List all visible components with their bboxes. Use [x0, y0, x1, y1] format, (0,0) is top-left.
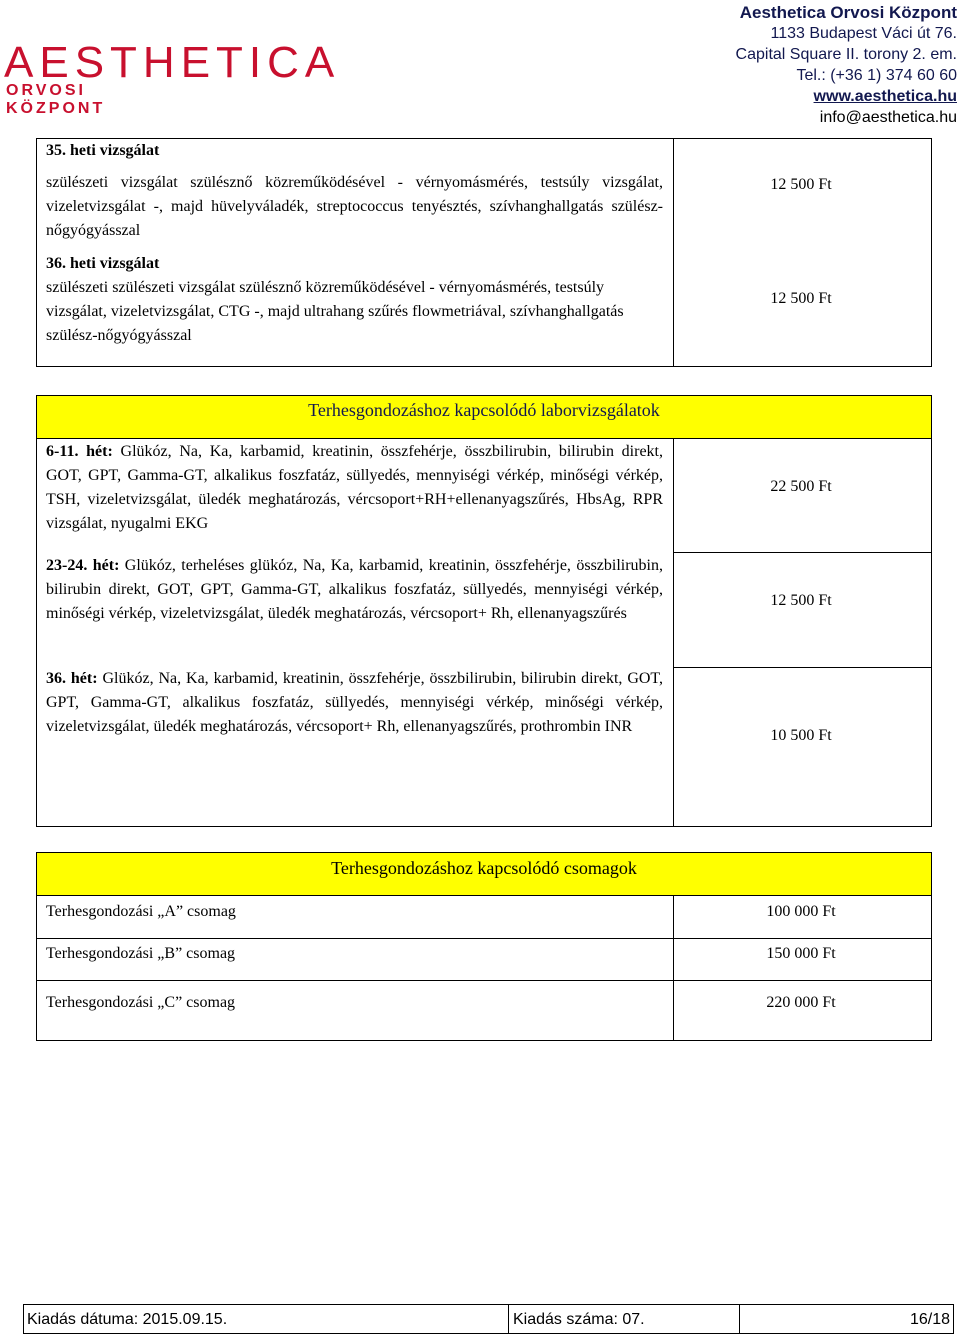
- package-price: 100 000 Ft: [766, 903, 836, 920]
- lab-price: 12 500 Ft: [770, 592, 832, 609]
- lab-price: 22 500 Ft: [770, 478, 832, 495]
- email: info@aesthetica.hu: [819, 109, 957, 126]
- exam-price: 12 500 Ft: [770, 290, 832, 307]
- page-number: 16/18: [909, 1311, 950, 1328]
- lab-price: 10 500 Ft: [770, 727, 832, 744]
- lab-heading: Terhesgondozáshoz kapcsolódó laborvizsgálatok: [36, 395, 932, 439]
- contact-block: [736, 2, 957, 128]
- package-name: Terhesgondozási „C” csomag: [46, 994, 236, 1011]
- aesthetica-logo: [4, 2, 341, 120]
- exam-row: [46, 139, 663, 163]
- exam-title: 36. heti vizsgálat: [46, 255, 160, 272]
- phone: Tel.: (+36 1) 374 60 60: [796, 67, 957, 84]
- lab-week: 6-11. hét:: [46, 443, 113, 460]
- exam-description: szülészeti vizsgálat szülésznő közreműködésével - vérnyomásmérés, testsúly vizsgálat, vizeletvizsgálat -, majd hüvelyváladék, streptococcus tenyésztés, szívhanghallgatás szülész-nőgyógyásszal: [46, 174, 663, 239]
- lab-row: [46, 440, 663, 536]
- website-link[interactable]: www.aesthetica.hu: [813, 88, 957, 105]
- logo-wordmark: AESTHETICA: [4, 38, 341, 87]
- lab-week: 23-24. hét:: [46, 557, 120, 574]
- exam-price: 12 500 Ft: [770, 176, 832, 193]
- lab-row: [46, 667, 663, 739]
- package-name: Terhesgondozási „B” csomag: [46, 945, 236, 962]
- lab-row: [46, 554, 663, 626]
- address-line-2: Capital Square II. torony 2. em.: [735, 46, 957, 63]
- exam-title: 35. heti vizsgálat: [46, 142, 160, 159]
- org-name: Aesthetica Orvosi Központ: [739, 3, 957, 22]
- issue-date: Kiadás dátuma: 2015.09.15.: [27, 1311, 228, 1328]
- logo-subtitle-2: KÖZPONT: [6, 100, 106, 117]
- lab-tests: Glükóz, Na, Ka, karbamid, kreatinin, összfehérje, összbilirubin, bilirubin direkt, GOT, GPT, Gamma-GT, alkalikus foszfatáz, süllyedés, mennyiségi vérkép, minőségi vérkép, TSH, vizeletvizsgálat, üledék meghatározás, vércsoport+RH+ellenanyagszűrés, HbsAg, RPR vizsgálat, nyugalmi EKG: [46, 443, 664, 532]
- logo-subtitle-1: ORVOSI: [6, 82, 86, 99]
- packages-heading: Terhesgondozáshoz kapcsolódó csomagok: [36, 852, 932, 896]
- lab-week: 36. hét:: [46, 670, 98, 687]
- lab-tests: Glükóz, terheléses glükóz, Na, Ka, karbamid, kreatinin, összfehérje, összbilirubin, bilirubin direkt, GOT, GPT, Gamma-GT, alkalikus foszfatáz, süllyedés, mennyiségi vérkép, minőségi vérkép, vizeletvizsgálat, üledék meghatározás, vércsoport+ Rh, ellenanyagszűrés: [46, 557, 663, 622]
- exam-row: [46, 252, 663, 276]
- package-price: 220 000 Ft: [766, 994, 836, 1011]
- lab-tests: Glükóz, Na, Ka, karbamid, kreatinin, összfehérje, összbilirubin, bilirubin direkt, GOT, GPT, Gamma-GT, alkalikus foszfatáz, süllyedés, mennyiségi vérkép, minőségi vérkép, vizeletvizsgálat, üledék meghatározás, vércsoport+ Rh, ellenanyagszűrés, prothrombin INR: [46, 670, 664, 735]
- address-line-1: 1133 Budapest Váci út 76.: [770, 25, 957, 42]
- issue-number: Kiadás száma: 07.: [513, 1311, 645, 1328]
- footer: [23, 1304, 954, 1334]
- exam-description: szülészeti szülészeti vizsgálat szülésznő közreműködésével - vérnyomásmérés, testsúly vizsgálat, vizeletvizsgálat, CTG -, majd ultrahang szűrés flowmetriával, szívhanghallgatás szülész-nőgyógyásszal: [46, 279, 624, 344]
- package-name: Terhesgondozási „A” csomag: [46, 903, 236, 920]
- package-price: 150 000 Ft: [766, 945, 836, 962]
